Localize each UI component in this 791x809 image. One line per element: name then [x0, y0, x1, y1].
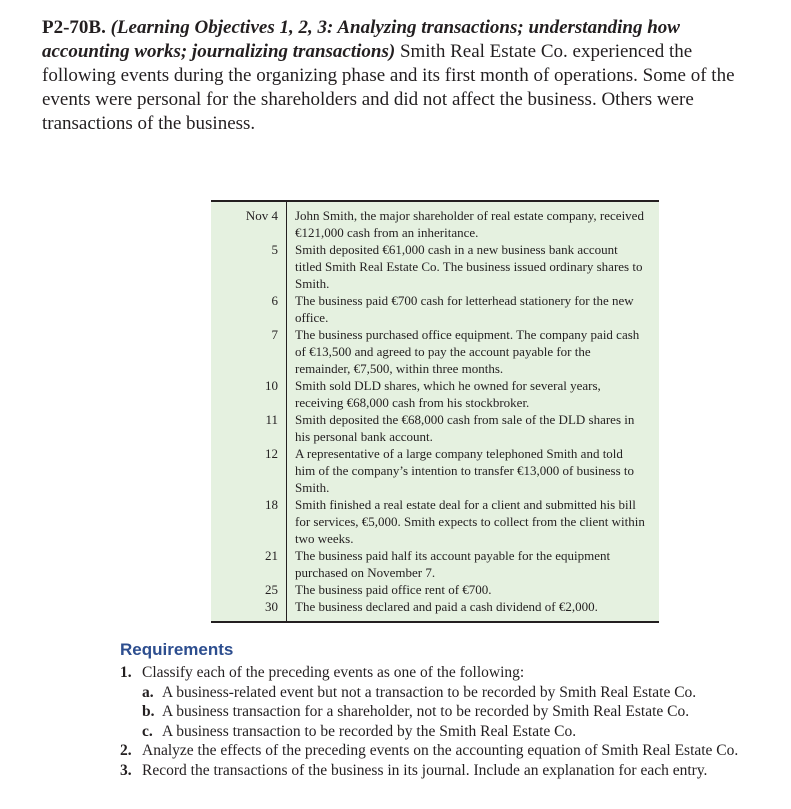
requirement-number: 3. [120, 761, 132, 779]
subitem-letter: c. [142, 722, 153, 740]
problem-id: P2-70B. [42, 17, 106, 38]
requirements-section [120, 640, 780, 780]
requirement-number: 1. [120, 664, 132, 681]
requirement-item [120, 741, 780, 761]
problem-statement [42, 16, 762, 136]
event-date: 12 [265, 446, 278, 461]
requirements-heading: Requirements [120, 640, 234, 659]
event-description: The business paid €700 cash for letterhead stationery for the new office. [295, 293, 634, 325]
event-row [211, 377, 659, 411]
requirement-number: 2. [120, 742, 132, 759]
event-date: 21 [265, 548, 278, 563]
event-description: A representative of a large company telephoned Smith and told him of the company’s intention to transfer €13,000 of business to Smith. [295, 446, 635, 495]
events-table [211, 200, 659, 623]
event-description: The business paid half its account payable for the equipment purchased on November 7. [295, 548, 611, 580]
subitem-text: A business transaction to be recorded by the Smith Real Estate Co. [162, 722, 577, 740]
event-description: John Smith, the major shareholder of real estate company, received €121,000 cash from an inheritance. [295, 208, 644, 240]
event-date: 25 [265, 582, 278, 597]
event-date: 18 [265, 497, 278, 512]
requirement-item [120, 663, 780, 683]
requirement-subitem [120, 722, 780, 742]
event-date: 10 [265, 378, 278, 393]
event-row [211, 292, 659, 326]
event-row [211, 241, 659, 292]
event-row [211, 411, 659, 445]
subitem-letter: a. [142, 683, 154, 701]
event-description: Smith deposited the €68,000 cash from sale of the DLD shares in his personal bank account. [295, 412, 635, 444]
requirement-text: Classify each of the preceding events as one of the following: [142, 664, 525, 681]
subitem-letter: b. [142, 703, 155, 720]
event-description: The business paid office rent of €700. [295, 582, 492, 597]
event-row [211, 581, 659, 598]
requirement-subitem [120, 683, 780, 703]
table-bottom-rule [211, 621, 659, 623]
event-date: 6 [271, 293, 278, 308]
subitem-text: A business transaction for a shareholder, not to be recorded by Smith Real Estate Co. [162, 703, 690, 720]
event-date: 30 [265, 599, 278, 614]
requirement-text: Record the transactions of the business in its journal. Include an explanation for each entry. [142, 761, 708, 779]
event-description: Smith sold DLD shares, which he owned for several years, receiving €68,000 cash from his stockbroker. [295, 378, 601, 410]
requirement-item [120, 761, 780, 781]
subitem-text: A business-related event but not a transaction to be recorded by Smith Real Estate Co. [162, 683, 697, 701]
event-row [211, 445, 659, 496]
event-row [211, 207, 659, 241]
requirement-text: Analyze the effects of the preceding events on the accounting equation of Smith Real Estate Co. [142, 742, 739, 759]
event-row [211, 496, 659, 547]
problem-body: Smith Real Estate Co. experienced the following events during the organizing phase and its first month of operations. Some of the events were personal for the shareholders and did not affect the business. Others were transactions of the business. [42, 41, 735, 134]
event-date: 11 [265, 412, 278, 427]
event-description: The business declared and paid a cash dividend of €2,000. [295, 599, 598, 614]
event-date: 7 [271, 327, 278, 342]
event-description: Smith finished a real estate deal for a client and submitted his bill for services, €5,000. Smith expects to collect from the client within two weeks. [295, 497, 645, 546]
table-top-rule [211, 200, 659, 202]
event-date: 5 [271, 242, 278, 257]
requirement-subitem [120, 702, 780, 722]
events-list [211, 207, 659, 615]
event-date: Nov 4 [245, 208, 278, 223]
event-row [211, 547, 659, 581]
event-description: The business purchased office equipment. The company paid cash of €13,500 and agreed to pay the account payable for the remainder, €7,500, within three months. [295, 327, 640, 376]
event-row [211, 326, 659, 377]
event-description: Smith deposited €61,000 cash in a new business bank account titled Smith Real Estate Co. The business issued ordinary shares to Smith. [295, 242, 643, 291]
learning-objectives: (Learning Objectives 1, 2, 3: Analyzing transactions; understanding how accounting works; journalizing transactions) [42, 17, 680, 62]
event-row [211, 598, 659, 615]
